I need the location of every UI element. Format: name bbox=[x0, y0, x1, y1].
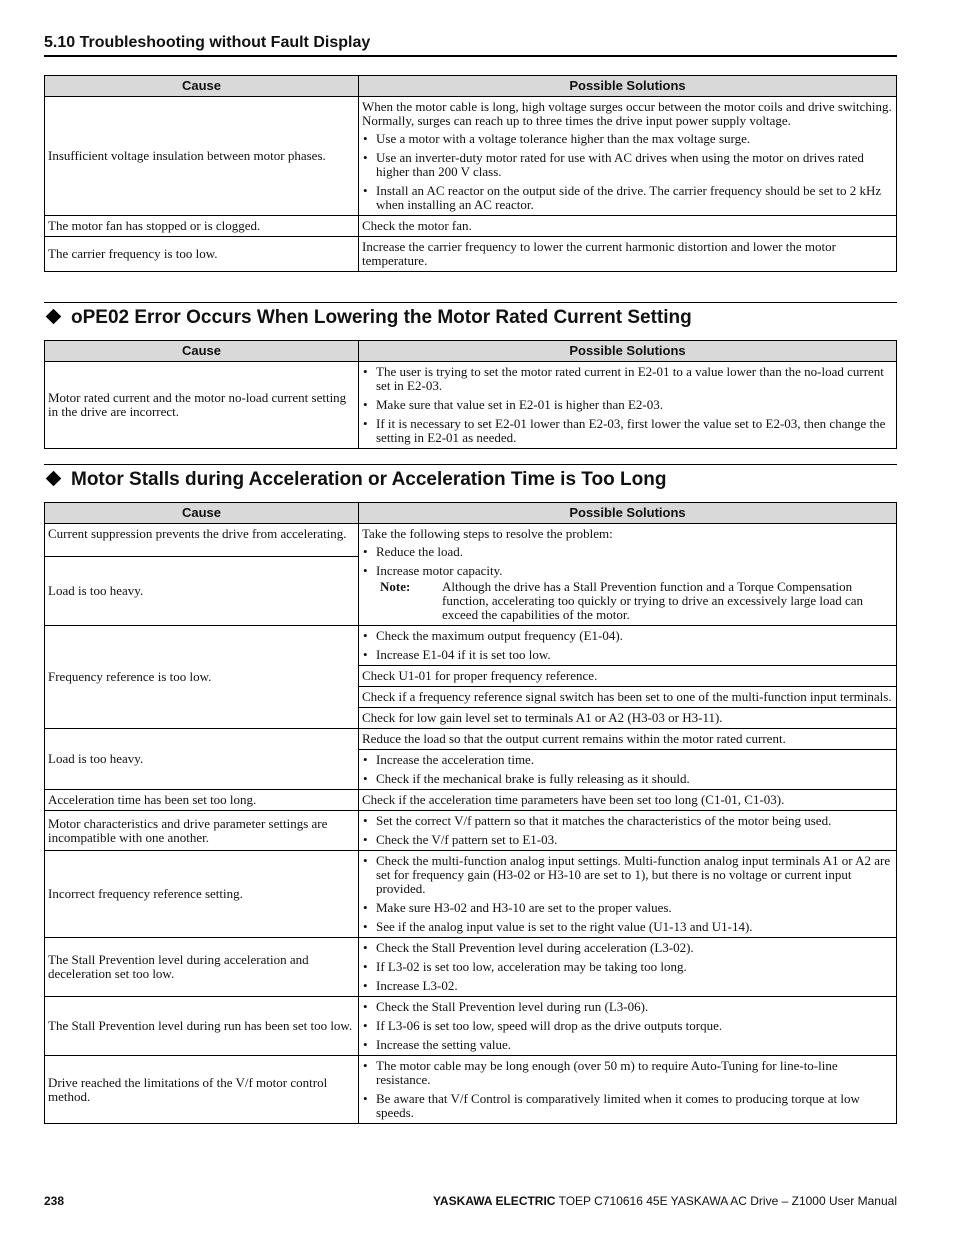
cause-cell: Drive reached the limitations of the V/f motor control method. bbox=[45, 1056, 359, 1124]
table-row bbox=[45, 216, 897, 237]
footer-doc-title: TOEP C710616 45E YASKAWA AC Drive – Z1000 User Manual bbox=[555, 1194, 897, 1208]
solution-cell bbox=[359, 524, 897, 626]
cause-cell: Current suppression prevents the drive from accelerating. bbox=[45, 524, 359, 557]
solution-list bbox=[362, 814, 893, 847]
note bbox=[380, 580, 893, 622]
solution-list bbox=[362, 941, 893, 993]
cause-cell: Acceleration time has been set too long. bbox=[45, 790, 359, 811]
subsection-title-text: Motor Stalls during Acceleration or Acceleration Time is Too Long bbox=[71, 469, 667, 490]
list-item: • The user is trying to set the motor rated current in E2-01 to a value lower than the no-load current set in E2-03. bbox=[362, 365, 893, 393]
list-item: • Increase the acceleration time. bbox=[362, 753, 893, 767]
solutions-header: Possible Solutions bbox=[359, 341, 897, 362]
solution-cell: Check U1-01 for proper frequency reference. bbox=[359, 666, 897, 687]
solutions-header: Possible Solutions bbox=[359, 76, 897, 97]
list-item: • Make sure H3-02 and H3-10 are set to the proper values. bbox=[362, 901, 893, 915]
note-text: Although the drive has a Stall Prevention function and a Torque Compensation function, accelerating too quickly or trying to drive an excessively large load can exceed the capabilities of the motor. bbox=[442, 579, 864, 622]
cause-cell: Motor rated current and the motor no-load current setting in the drive are incorrect. bbox=[45, 362, 359, 449]
list-item: • The motor cable may be long enough (over 50 m) to require Auto-Tuning for line-to-line resistance. bbox=[362, 1059, 893, 1087]
note-label: Note: bbox=[380, 579, 411, 594]
list-item: • Increase E1-04 if it is set too low. bbox=[362, 648, 893, 662]
cause-cell: The carrier frequency is too low. bbox=[45, 237, 359, 272]
table-row bbox=[45, 938, 897, 997]
solution-text: When the motor cable is long, high voltage surges occur between the motor coils and drive switching. bbox=[362, 99, 892, 114]
list-item: • Check the maximum output frequency (E1-04). bbox=[362, 629, 893, 643]
subsection-title-text: oPE02 Error Occurs When Lowering the Motor Rated Current Setting bbox=[71, 307, 692, 328]
solution-cell: Reduce the load so that the output current remains within the motor rated current. bbox=[359, 729, 897, 750]
list-item: • Check if the mechanical brake is fully releasing as it should. bbox=[362, 772, 893, 786]
solution-cell: Check if the acceleration time parameters have been set too long (C1-01, C1-03). bbox=[359, 790, 897, 811]
section-header: 5.10 Troubleshooting without Fault Display bbox=[44, 34, 371, 51]
solution-text: Normally, surges can reach up to three times the drive input power supply voltage. bbox=[362, 113, 791, 128]
list-item: • See if the analog input value is set to the right value (U1-13 and U1-14). bbox=[362, 920, 893, 934]
table-row bbox=[45, 237, 897, 272]
solution-list bbox=[362, 629, 893, 662]
list-item: • Be aware that V/f Control is comparatively limited when it comes to producing torque at low speeds. bbox=[362, 1092, 893, 1120]
solution-cell bbox=[359, 1056, 897, 1124]
footer-doc-info bbox=[433, 1194, 897, 1208]
list-item: • Use an inverter-duty motor rated for use with AC drives when using the motor on drives rated higher than 200 V class. bbox=[362, 151, 893, 179]
solution-cell: Check if a frequency reference signal switch has been set to one of the multi-function input terminals. bbox=[359, 687, 897, 708]
list-item: • Check the Stall Prevention level during acceleration (L3-02). bbox=[362, 941, 893, 955]
list-item: • Increase the setting value. bbox=[362, 1038, 893, 1052]
list-item: • Set the correct V/f pattern so that it matches the characteristics of the motor being used. bbox=[362, 814, 893, 828]
list-item: • Check the multi-function analog input settings. Multi-function analog input terminals A1 or A2 are set for frequency gain (H3-02 or H3-10 are set to 1), but there is no voltage or current input provided. bbox=[362, 854, 893, 896]
table-row bbox=[45, 811, 897, 851]
table-row bbox=[45, 97, 897, 216]
solution-list bbox=[362, 545, 893, 578]
solution-cell bbox=[359, 938, 897, 997]
cause-header: Cause bbox=[45, 76, 359, 97]
solution-cell bbox=[359, 997, 897, 1056]
page-number: 238 bbox=[44, 1194, 65, 1208]
table-row bbox=[45, 729, 897, 750]
solution-list bbox=[362, 1000, 893, 1052]
solution-cell bbox=[359, 851, 897, 938]
motor-stall-table bbox=[44, 502, 897, 1124]
solution-cell: Check for low gain level set to terminals A1 or A2 (H3-03 or H3-11). bbox=[359, 708, 897, 729]
solution-text: Take the following steps to resolve the problem: bbox=[362, 526, 613, 541]
solution-cell bbox=[359, 811, 897, 851]
solution-list bbox=[362, 132, 893, 212]
solution-list bbox=[362, 854, 893, 934]
cause-cell: Incorrect frequency reference setting. bbox=[45, 851, 359, 938]
ope02-table bbox=[44, 340, 897, 449]
cause-header: Cause bbox=[45, 503, 359, 524]
list-item: • Check the Stall Prevention level during run (L3-06). bbox=[362, 1000, 893, 1014]
diamond-icon bbox=[46, 471, 62, 487]
solution-list bbox=[362, 1059, 893, 1120]
solution-list bbox=[362, 753, 893, 786]
list-item: • Check the V/f pattern set to E1-03. bbox=[362, 833, 893, 847]
cause-cell: The Stall Prevention level during run has been set too low. bbox=[45, 997, 359, 1056]
table-row bbox=[45, 790, 897, 811]
list-item: • If L3-06 is set too low, speed will drop as the drive outputs torque. bbox=[362, 1019, 893, 1033]
solution-list bbox=[362, 365, 893, 445]
cause-cell: The motor fan has stopped or is clogged. bbox=[45, 216, 359, 237]
table-row bbox=[45, 997, 897, 1056]
solutions-header: Possible Solutions bbox=[359, 503, 897, 524]
list-item: • Increase L3-02. bbox=[362, 979, 893, 993]
cause-cell: Load is too heavy. bbox=[45, 729, 359, 790]
subsection-title bbox=[44, 469, 897, 491]
list-item: • If L3-02 is set too low, acceleration may be taking too long. bbox=[362, 960, 893, 974]
list-item: • Reduce the load. bbox=[362, 545, 893, 559]
table-row bbox=[45, 524, 897, 557]
list-item: • Use a motor with a voltage tolerance higher than the max voltage surge. bbox=[362, 132, 893, 146]
solution-cell bbox=[359, 626, 897, 666]
subsection-rule bbox=[44, 464, 897, 465]
list-item: • Increase motor capacity. bbox=[362, 564, 893, 578]
table-row bbox=[45, 1056, 897, 1124]
solution-cell: Increase the carrier frequency to lower the current harmonic distortion and lower the motor temperature. bbox=[359, 237, 897, 272]
cause-header: Cause bbox=[45, 341, 359, 362]
table-row bbox=[45, 362, 897, 449]
table-row bbox=[45, 851, 897, 938]
list-item: • If it is necessary to set E2-01 lower than E2-03, first lower the value set to E2-03, then change the setting in E2-01 as needed. bbox=[362, 417, 893, 445]
solution-cell bbox=[359, 97, 897, 216]
solution-cell bbox=[359, 362, 897, 449]
diamond-icon bbox=[46, 309, 62, 325]
section-header-rule bbox=[44, 55, 897, 57]
cause-cell: Motor characteristics and drive parameter settings are incompatible with one another. bbox=[45, 811, 359, 851]
subsection-title bbox=[44, 307, 897, 329]
cause-cell: Frequency reference is too low. bbox=[45, 626, 359, 729]
cause-cell: The Stall Prevention level during acceleration and deceleration set too low. bbox=[45, 938, 359, 997]
cause-cell: Load is too heavy. bbox=[45, 557, 359, 626]
cause-cell: Insufficient voltage insulation between motor phases. bbox=[45, 97, 359, 216]
insulation-table bbox=[44, 75, 897, 272]
solution-cell: Check the motor fan. bbox=[359, 216, 897, 237]
list-item: • Install an AC reactor on the output side of the drive. The carrier frequency should be set to 2 kHz when installing an AC reactor. bbox=[362, 184, 893, 212]
subsection-rule bbox=[44, 302, 897, 303]
table-row bbox=[45, 626, 897, 666]
list-item: • Make sure that value set in E2-01 is higher than E2-03. bbox=[362, 398, 893, 412]
footer-brand: YASKAWA ELECTRIC bbox=[433, 1194, 556, 1208]
solution-cell bbox=[359, 750, 897, 790]
